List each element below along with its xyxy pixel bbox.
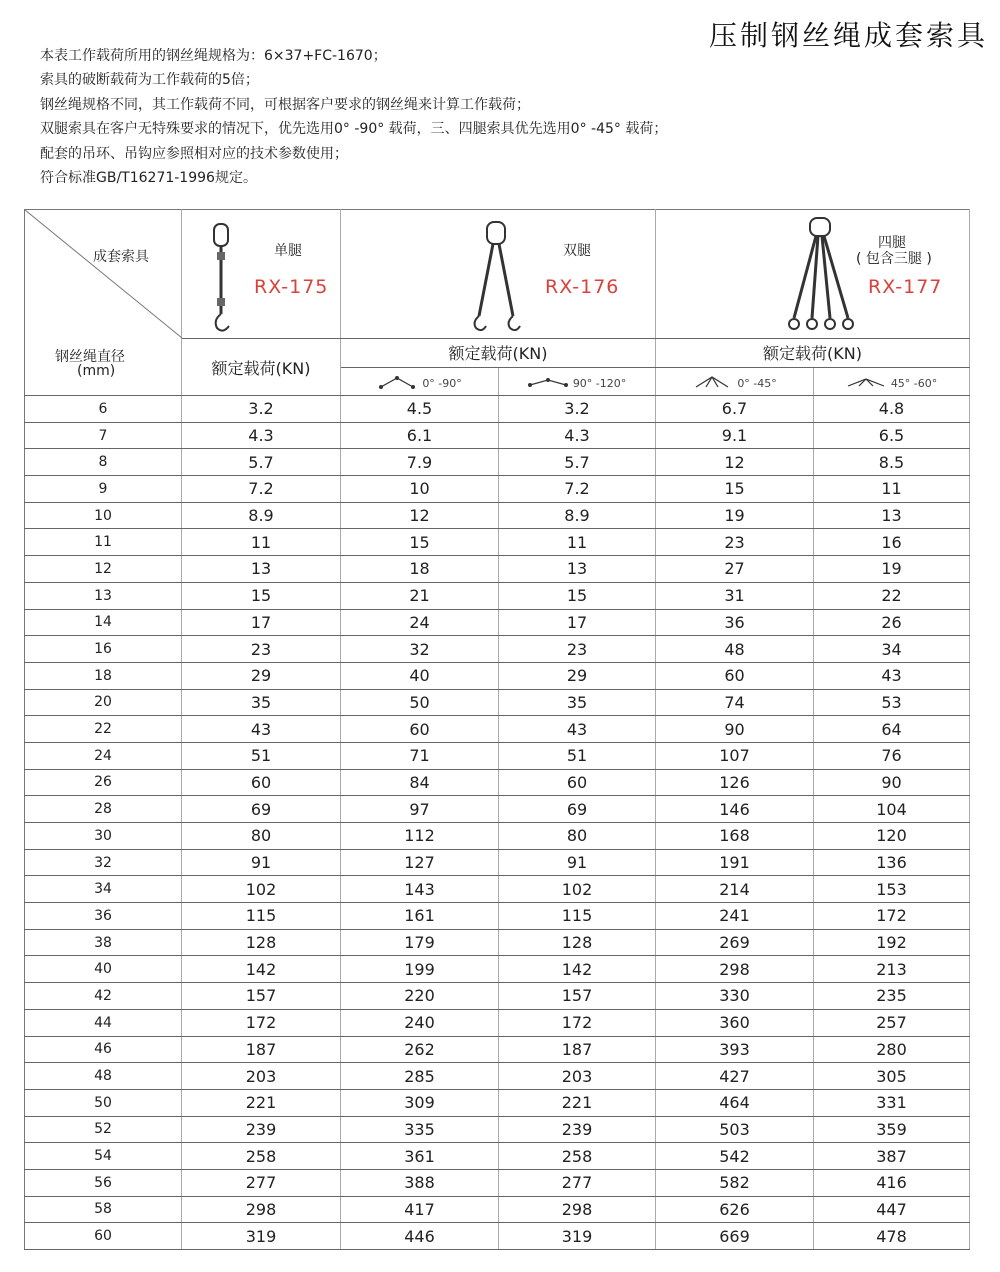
double-leg-label: 双腿: [563, 243, 591, 259]
load-cell: 417: [341, 1196, 499, 1223]
load-cell: 90: [814, 769, 970, 796]
load-cell: 15: [182, 582, 341, 609]
note-line: 本表工作载荷所用的钢丝绳规格为：6×37+FC-1670；: [40, 48, 387, 64]
load-cell: 427: [656, 1063, 814, 1090]
load-cell: 5.7: [182, 449, 341, 476]
load-cell: 199: [341, 956, 499, 983]
load-cell: 258: [182, 1143, 341, 1170]
diameter-cell: 48: [25, 1063, 182, 1090]
diameter-cell: 6: [25, 396, 182, 423]
table-row: [25, 929, 970, 956]
diameter-cell: 52: [25, 1116, 182, 1143]
load-cell: 35: [182, 689, 341, 716]
load-cell: 157: [182, 983, 341, 1010]
table-row: [25, 1143, 970, 1170]
load-cell: 157: [499, 983, 656, 1010]
load-cell: 464: [656, 1089, 814, 1116]
double-angle2-label: 90° -120°: [572, 376, 627, 390]
quad-angle2-header: [814, 367, 970, 396]
load-cell: 447: [814, 1196, 970, 1223]
quad-angle1-label: 0° -45°: [737, 376, 777, 390]
single-load-header: 额定载荷(KN): [182, 339, 341, 396]
load-cell: 319: [499, 1223, 656, 1250]
table-row: [25, 716, 970, 743]
load-cell: 277: [499, 1169, 656, 1196]
load-cell: 239: [182, 1116, 341, 1143]
load-cell: 8.9: [499, 502, 656, 529]
load-cell: 16: [814, 529, 970, 556]
table-row: [25, 529, 970, 556]
load-cell: 51: [182, 742, 341, 769]
load-cell: 220: [341, 983, 499, 1010]
load-cell: 359: [814, 1116, 970, 1143]
load-cell: 298: [656, 956, 814, 983]
double-load-header: 额定载荷(KN): [341, 339, 656, 368]
diameter-cell: 11: [25, 529, 182, 556]
load-cell: 35: [499, 689, 656, 716]
load-cell: 239: [499, 1116, 656, 1143]
diameter-cell: 26: [25, 769, 182, 796]
load-cell: 7.2: [182, 476, 341, 503]
load-cell: 11: [814, 476, 970, 503]
load-cell: 262: [341, 1036, 499, 1063]
load-cell: 285: [341, 1063, 499, 1090]
quad-leg-model: RX-177: [868, 276, 943, 298]
diameter-cell: 14: [25, 609, 182, 636]
load-cell: 15: [656, 476, 814, 503]
table-row: [25, 1169, 970, 1196]
diameter-cell: 56: [25, 1169, 182, 1196]
load-cell: 179: [341, 929, 499, 956]
load-cell: 23: [499, 636, 656, 663]
load-cell: 361: [341, 1143, 499, 1170]
double-angle1-header: [341, 367, 499, 396]
load-cell: 13: [499, 556, 656, 583]
load-cell: 31: [656, 582, 814, 609]
table-row: [25, 769, 970, 796]
load-cell: 330: [656, 983, 814, 1010]
load-cell: 32: [341, 636, 499, 663]
table-body: [25, 396, 970, 1250]
load-cell: 192: [814, 929, 970, 956]
single-leg-label: 单腿: [274, 243, 302, 259]
load-cell: 191: [656, 849, 814, 876]
load-cell: 115: [182, 903, 341, 930]
load-cell: 168: [656, 823, 814, 850]
load-cell: 142: [499, 956, 656, 983]
load-cell: 91: [182, 849, 341, 876]
table-row: [25, 476, 970, 503]
table-row: [25, 1063, 970, 1090]
load-cell: 319: [182, 1223, 341, 1250]
load-cell: 12: [341, 502, 499, 529]
double-leg-sling-icon: [467, 216, 527, 336]
load-cell: 393: [656, 1036, 814, 1063]
load-cell: 4.5: [341, 396, 499, 423]
load-cell: 104: [814, 796, 970, 823]
table-row: [25, 1036, 970, 1063]
load-cell: 136: [814, 849, 970, 876]
load-cell: 146: [656, 796, 814, 823]
quad-leg-header: [656, 210, 970, 339]
load-cell: 97: [341, 796, 499, 823]
table-row: [25, 582, 970, 609]
load-cell: 4.8: [814, 396, 970, 423]
table-row: [25, 609, 970, 636]
load-cell: 21: [341, 582, 499, 609]
load-cell: 478: [814, 1223, 970, 1250]
load-cell: 34: [814, 636, 970, 663]
table-row: [25, 849, 970, 876]
load-cell: 69: [182, 796, 341, 823]
load-cell: 4.3: [182, 422, 341, 449]
table-row: [25, 1196, 970, 1223]
load-cell: 90: [656, 716, 814, 743]
load-cell: 10: [341, 476, 499, 503]
load-cell: 22: [814, 582, 970, 609]
load-cell: 542: [656, 1143, 814, 1170]
load-cell: 11: [499, 529, 656, 556]
load-cell: 4.3: [499, 422, 656, 449]
load-cell: 446: [341, 1223, 499, 1250]
single-leg-header: [182, 210, 341, 339]
load-cell: 60: [499, 769, 656, 796]
load-cell: 43: [499, 716, 656, 743]
corner-bottom-unit: (mm): [77, 363, 116, 379]
diameter-cell: 36: [25, 903, 182, 930]
load-cell: 221: [182, 1089, 341, 1116]
table-row: [25, 636, 970, 663]
diameter-cell: 13: [25, 582, 182, 609]
load-cell: 582: [656, 1169, 814, 1196]
load-cell: 187: [499, 1036, 656, 1063]
load-cell: 335: [341, 1116, 499, 1143]
quad-leg-label: 四腿: [878, 235, 906, 251]
load-cell: 50: [341, 689, 499, 716]
load-cell: 8.5: [814, 449, 970, 476]
load-cell: 76: [814, 742, 970, 769]
load-cell: 17: [182, 609, 341, 636]
load-cell: 309: [341, 1089, 499, 1116]
double-leg-model: RX-176: [545, 276, 620, 298]
diameter-cell: 22: [25, 716, 182, 743]
diameter-cell: 46: [25, 1036, 182, 1063]
load-cell: 221: [499, 1089, 656, 1116]
diameter-cell: 7: [25, 422, 182, 449]
table-row: [25, 956, 970, 983]
load-cell: 36: [656, 609, 814, 636]
load-cell: 43: [182, 716, 341, 743]
load-cell: 172: [182, 1009, 341, 1036]
diameter-cell: 44: [25, 1009, 182, 1036]
load-cell: 48: [656, 636, 814, 663]
diameter-cell: 8: [25, 449, 182, 476]
load-cell: 277: [182, 1169, 341, 1196]
load-cell: 387: [814, 1143, 970, 1170]
load-cell: 187: [182, 1036, 341, 1063]
diameter-cell: 50: [25, 1089, 182, 1116]
load-cell: 53: [814, 689, 970, 716]
note-line: 符合标准GB/T16271-1996规定。: [40, 170, 257, 187]
quad-load-header: 额定载荷(KN): [656, 339, 970, 368]
load-cell: 120: [814, 823, 970, 850]
single-leg-sling-icon: [204, 218, 244, 334]
load-cell: 84: [341, 769, 499, 796]
corner-header: [25, 210, 182, 396]
load-cell: 9.1: [656, 422, 814, 449]
load-cell: 29: [499, 662, 656, 689]
load-cell: 24: [341, 609, 499, 636]
load-cell: 60: [182, 769, 341, 796]
diameter-cell: 34: [25, 876, 182, 903]
load-cell: 11: [182, 529, 341, 556]
note-line: 双腿索具在客户无特殊要求的情况下，优先选用0° -90° 载荷，三、四腿索具优先选用0° -45° 载荷；: [40, 121, 668, 138]
load-cell: 80: [182, 823, 341, 850]
diameter-cell: 9: [25, 476, 182, 503]
load-cell: 503: [656, 1116, 814, 1143]
load-cell: 74: [656, 689, 814, 716]
load-cell: 3.2: [182, 396, 341, 423]
load-cell: 102: [499, 876, 656, 903]
table-row: [25, 689, 970, 716]
angle-diagram-icon: [846, 375, 886, 389]
table-row: [25, 502, 970, 529]
load-cell: 360: [656, 1009, 814, 1036]
load-cell: 26: [814, 609, 970, 636]
load-cell: 40: [341, 662, 499, 689]
load-cell: 203: [499, 1063, 656, 1090]
table-row: [25, 876, 970, 903]
load-cell: 51: [499, 742, 656, 769]
load-cell: 15: [341, 529, 499, 556]
load-cell: 60: [656, 662, 814, 689]
diameter-cell: 10: [25, 502, 182, 529]
load-cell: 143: [341, 876, 499, 903]
load-cell: 23: [182, 636, 341, 663]
diameter-cell: 24: [25, 742, 182, 769]
diameter-cell: 12: [25, 556, 182, 583]
load-cell: 203: [182, 1063, 341, 1090]
load-cell: 6.1: [341, 422, 499, 449]
diameter-cell: 20: [25, 689, 182, 716]
single-leg-model: RX-175: [254, 276, 329, 298]
table-row: [25, 396, 970, 423]
table-row: [25, 983, 970, 1010]
diameter-cell: 30: [25, 823, 182, 850]
double-angle2-header: [499, 367, 656, 396]
diameter-cell: 16: [25, 636, 182, 663]
load-cell: 64: [814, 716, 970, 743]
table-row: [25, 796, 970, 823]
load-cell: 18: [341, 556, 499, 583]
load-cell: 416: [814, 1169, 970, 1196]
page-title: 压制钢丝绳成套索具: [708, 19, 988, 52]
load-cell: 112: [341, 823, 499, 850]
load-cell: 298: [499, 1196, 656, 1223]
load-cell: 241: [656, 903, 814, 930]
diameter-cell: 40: [25, 956, 182, 983]
load-cell: 258: [499, 1143, 656, 1170]
load-cell: 115: [499, 903, 656, 930]
load-cell: 240: [341, 1009, 499, 1036]
load-cell: 80: [499, 823, 656, 850]
load-cell: 669: [656, 1223, 814, 1250]
load-cell: 13: [182, 556, 341, 583]
load-cell: 388: [341, 1169, 499, 1196]
load-cell: 257: [814, 1009, 970, 1036]
load-cell: 269: [656, 929, 814, 956]
table-row: [25, 422, 970, 449]
load-cell: 331: [814, 1089, 970, 1116]
quad-angle1-header: [656, 367, 814, 396]
load-cell: 153: [814, 876, 970, 903]
diameter-cell: 32: [25, 849, 182, 876]
double-leg-header: [341, 210, 656, 339]
load-cell: 128: [182, 929, 341, 956]
diameter-cell: 58: [25, 1196, 182, 1223]
load-cell: 23: [656, 529, 814, 556]
load-cell: 71: [341, 742, 499, 769]
load-cell: 7.9: [341, 449, 499, 476]
diameter-cell: 42: [25, 983, 182, 1010]
load-cell: 29: [182, 662, 341, 689]
load-cell: 142: [182, 956, 341, 983]
load-cell: 15: [499, 582, 656, 609]
load-cell: 69: [499, 796, 656, 823]
table-row: [25, 662, 970, 689]
load-cell: 626: [656, 1196, 814, 1223]
load-cell: 102: [182, 876, 341, 903]
corner-top-label: 成套索具: [93, 249, 149, 265]
load-cell: 13: [814, 502, 970, 529]
load-cell: 172: [814, 903, 970, 930]
load-cell: 235: [814, 983, 970, 1010]
load-cell: 12: [656, 449, 814, 476]
table-row: [25, 556, 970, 583]
load-cell: 6.7: [656, 396, 814, 423]
diameter-cell: 38: [25, 929, 182, 956]
load-cell: 17: [499, 609, 656, 636]
load-cell: 127: [341, 849, 499, 876]
corner-bottom-label: 钢丝绳直径: [55, 349, 125, 365]
load-cell: 8.9: [182, 502, 341, 529]
load-cell: 43: [814, 662, 970, 689]
load-cell: 280: [814, 1036, 970, 1063]
load-cell: 172: [499, 1009, 656, 1036]
load-cell: 27: [656, 556, 814, 583]
table-row: [25, 1009, 970, 1036]
load-cell: 161: [341, 903, 499, 930]
load-cell: 7.2: [499, 476, 656, 503]
note-line: 索具的破断载荷为工作载荷的5倍；: [40, 72, 259, 89]
angle-diagram-icon: [692, 375, 732, 389]
load-cell: 19: [814, 556, 970, 583]
table-row: [25, 1223, 970, 1250]
load-cell: 5.7: [499, 449, 656, 476]
quad-angle2-label: 45° -60°: [890, 376, 938, 390]
angle-diagram-icon: [528, 375, 568, 389]
quad-leg-sling-icon: [786, 214, 856, 336]
double-angle1-label: 0° -90°: [422, 376, 462, 390]
table-row: [25, 742, 970, 769]
load-cell: 126: [656, 769, 814, 796]
load-cell: 305: [814, 1063, 970, 1090]
load-cell: 60: [341, 716, 499, 743]
diameter-cell: 28: [25, 796, 182, 823]
load-cell: 214: [656, 876, 814, 903]
quad-leg-note: ( 包含三腿 ): [856, 251, 932, 267]
load-cell: 107: [656, 742, 814, 769]
notes: [40, 44, 667, 190]
load-cell: 6.5: [814, 422, 970, 449]
load-cell: 19: [656, 502, 814, 529]
table-row: [25, 823, 970, 850]
diameter-cell: 18: [25, 662, 182, 689]
diameter-cell: 54: [25, 1143, 182, 1170]
note-line: 钢丝绳规格不同，其工作载荷不同，可根据客户要求的钢丝绳来计算工作载荷；: [40, 96, 530, 113]
load-cell: 3.2: [499, 396, 656, 423]
load-cell: 298: [182, 1196, 341, 1223]
load-cell: 128: [499, 929, 656, 956]
table-row: [25, 1089, 970, 1116]
load-cell: 91: [499, 849, 656, 876]
angle-diagram-icon: [377, 375, 417, 389]
load-cell: 213: [814, 956, 970, 983]
table-row: [25, 903, 970, 930]
diameter-cell: 60: [25, 1223, 182, 1250]
table-row: [25, 1116, 970, 1143]
note-line: 配套的吊环、吊钩应参照相对应的技术参数使用；: [40, 145, 348, 162]
spec-table: [24, 209, 970, 1250]
table-row: [25, 449, 970, 476]
